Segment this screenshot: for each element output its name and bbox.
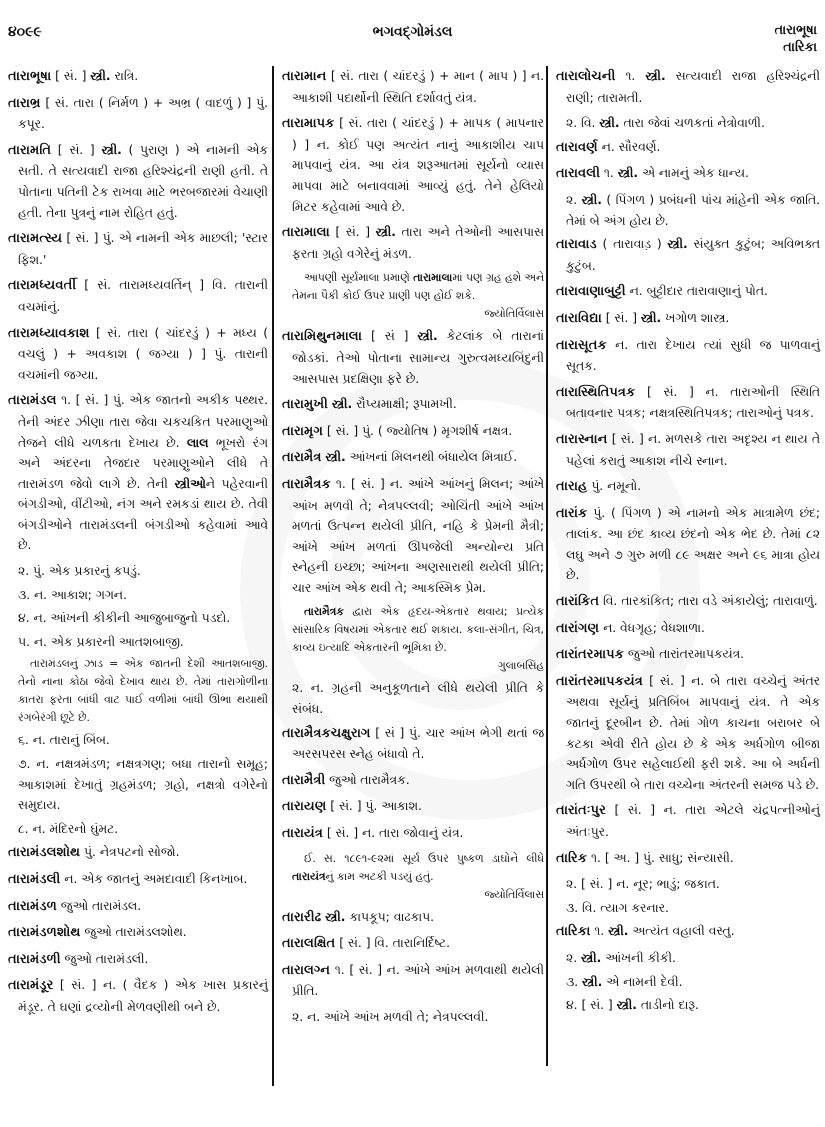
definition-text: ન. તારા દેખાય ત્યાં સુધી જ પાળવાનું સૂતક.: [566, 337, 820, 374]
definition-text: જુઓ તારામૈત્રક.: [325, 772, 410, 787]
entry-sense: [556, 972, 820, 993]
dictionary-entry: [282, 222, 544, 264]
definition-text: જુઓ તારામંડલ.: [56, 898, 142, 913]
definition-text: આંખનાં મિલનથી બંધાયેલ મિત્રાઈ.: [345, 450, 518, 465]
headword: તારામંડૂર: [8, 978, 54, 994]
dictionary-entry: [556, 644, 820, 666]
bold-text: સ્ત્રી.: [417, 329, 438, 344]
dictionary-entry: [282, 796, 544, 818]
entry-sense: [8, 585, 268, 606]
entry-sense: [8, 561, 268, 582]
bold-text: સ્ત્રી.: [375, 225, 396, 240]
bold-text: સ્ત્રી.: [608, 924, 629, 939]
definition-text: [ સં. તારામધ્યવર્તિન્ ] વિ. તારાની વચમાંનું.: [18, 278, 268, 314]
dictionary-entry: [282, 447, 544, 469]
definition-text: ( તારાવાડ઼ ): [596, 237, 668, 252]
definition-text: રૌપ્યમાક્ષી; રૂપામખી.: [352, 397, 457, 412]
dictionary-entry: [282, 326, 544, 389]
headword: તારામાલા: [282, 225, 330, 241]
definition-text: આપણી સૂર્યમાલા પ્રમાણે: [304, 271, 414, 285]
headword: તારામૈત્રક: [282, 476, 331, 492]
definition-text: અત્યંત વહાલી વસ્તુ.: [628, 924, 735, 939]
dictionary-entry: [8, 896, 268, 918]
definition-text: ૩. વિ. ત્યાગ કરનાર.: [566, 900, 669, 915]
bold-text: તારામૈત્રક: [304, 605, 344, 619]
definition-text: રાત્રિ.: [110, 69, 139, 83]
entry-sense: [8, 730, 268, 751]
dictionary-entry: [556, 429, 820, 471]
definition-text: જુઓ તારામંડલી.: [60, 951, 149, 966]
headword: તારાવર્ણ: [556, 139, 598, 155]
dictionary-entry: [282, 933, 544, 955]
headword: તારાસ્થિતિપત્રક: [556, 384, 636, 400]
definition-text: [ સં ] પું. ચાર આંખ ભેગી થતાં જ અરસપરસ સ્નેહ બંધાવો તે.: [292, 725, 544, 762]
headword: તારાસ્નાન: [556, 431, 608, 447]
guide-words: [774, 22, 817, 56]
dictionary-entry: [8, 275, 268, 317]
dictionary-entry: [282, 723, 544, 765]
definition-text: [ સં. ] ન. બે તારા વચ્ચેનું અંતર અથવા સૂર્યનું પ્રતિબિંબ માપવાનું યંત્ર. તે એક જાતનું દૂરબીન છે. તેમાં ગોળ કાચના બરાબર બે કટકા એવી રીતે હોય છે કે એક અર્ધગોળ બીજા અર્ધગોળ ઉપર સહેલાઈથી ફરી શકે. આ બે અર્ધની ગતિ ઉપરથી બે તારા વચ્ચેના અંતરની સમજ પડે છે.: [566, 673, 820, 792]
dictionary-entry: [8, 66, 268, 88]
definition-text: ઈ. સ. ૧૮૯૧-૯૨માં સૂર્ય ઉપર પુષ્કળ ડાઘોને લીધે: [304, 851, 544, 865]
bold-text: તારાયંત્ર: [292, 869, 326, 883]
headword: તારામધ્યવર્તી: [8, 278, 77, 294]
definition-text: [ સં. ] વિ. તારાનિર્દિષ્ટ.: [335, 936, 451, 951]
headword: તારાલગ્ન: [282, 962, 331, 978]
entry-sense: [556, 190, 820, 231]
definition-text: [ સં. ]: [329, 225, 376, 240]
headword: તારાયંત્ર: [282, 826, 323, 842]
definition-text: કાપકૂપ; વાઢકાપ.: [345, 909, 435, 924]
headword: તારાંતરમાપકયંત્ર: [556, 673, 643, 689]
definition-text: પું. ( પિંગળ ) એ નામનો એક માત્રામેળ છંદ; તાલાંક. આ છંદ કાવ્ય છંદનો એક ભેદ છે. તેમાં ૮૨ લઘુ અને ૭ ગુરુ મળી ૮૯ અક્ષર અને ૯૬ માત્રા હોય છે.: [566, 505, 820, 583]
dictionary-entry: [8, 93, 268, 135]
definition-text: [ સં. ] પું. ( જ્યોતિષ ) મૃગશીર્ષ નક્ષત્ર.: [322, 423, 513, 438]
citation-source: ગુલાબસિંહ: [497, 659, 544, 673]
bold-text: સ્ત્રી.: [90, 69, 111, 83]
dictionary-entry: [8, 390, 268, 556]
headword: તારાંતરમાપક: [556, 647, 624, 663]
dictionary-columns: [0, 66, 825, 1116]
headword: તારામંડળશોથ: [8, 925, 81, 941]
definition-text: ૭. ન. નક્ષત્રમંડળ; નક્ષત્રગણ; બધા તારાનો સમૂહ; આકાશમાં દેખાતું ગ્રહમંડળ; ગ્રહો, નક્ષત્રો વગેરેનો સમુદાય.: [18, 757, 268, 813]
definition-text: જુઓ તારામંડલશોથ.: [80, 925, 187, 940]
definition-text: ખગોળ શાસ્ત્ર.: [661, 310, 730, 325]
definition-text: ન. એક જાતનું અમદાવાદી કિનખાબ.: [60, 872, 248, 886]
definition-text: ૩.: [566, 974, 583, 989]
definition-text: [ સં. ] ન. મળસકે તારા અદૃશ્ય ન થાય તે પહેલાં કરાતું આકાશ નીચે સ્નાન.: [566, 431, 820, 468]
entry-citation: [282, 850, 544, 904]
definition-text: ૨. વિ.: [566, 116, 600, 131]
dictionary-entry: [556, 671, 820, 796]
dictionary-entry: [556, 335, 820, 377]
headword: તારિકા: [556, 924, 591, 940]
dictionary-entry: [282, 394, 544, 416]
headword: તારામધ્યાવકાશ: [8, 325, 90, 341]
definition-text: ૨. ન. ગ્રહની અનુકૂળતાને લીધે થયેલી પ્રીતિ કે સંબંધ.: [292, 681, 544, 717]
headword: તારામૈત્રકચક્ષુરાગ: [282, 725, 371, 741]
dictionary-entry: [8, 922, 268, 944]
definition-text: ૩. ન. આકાશ; ગગન.: [18, 587, 127, 602]
dictionary-entry: [8, 323, 268, 386]
bold-text: સ્ત્રી.: [617, 166, 639, 181]
dictionary-entry: [282, 66, 544, 108]
definition-text: ૨. ન. આંખે આંખ મળવી તે; નેત્રપલ્લવી.: [292, 1010, 489, 1024]
headword: તારાભ્ર: [8, 95, 41, 111]
definition-text: [ સં. ] ન. તારાઓની સ્થિતિ બતાવનાર પત્રક; નક્ષત્રસ્થિતિપત્રક; તારાઓનું પત્રક.: [566, 384, 820, 421]
definition-text: [ સં ]: [362, 329, 418, 344]
dictionary-entry: [556, 137, 820, 159]
entry-sense: [282, 1007, 544, 1028]
definition-text: [ સં. તારા ( ચાંદરડું ) + માપક ( માપનાર ) ] ન. કોઈ પણ અત્યંત નાનું આકાશીય ચાપ માપવાનું યંત્ર. આ યંત્ર શરૂઆતમાં સૂર્યનો વ્યાસ માપવા માટે બનાવવામાં આવ્યું હતું. તેને હેલિયો મિટર કહેવામાં આવે છે.: [292, 116, 544, 214]
definition-text: [ સં. ]: [601, 310, 641, 325]
definition-text: એ નામનું એક ધાન્ય.: [638, 166, 749, 181]
dictionary-entry: [556, 382, 820, 424]
definition-text: નું કામ અટકી પડયું હતું.: [325, 869, 434, 883]
definition-text: ન. સૌરવર્ણ.: [597, 139, 661, 154]
definition-text: વિ. તારકાંકિત; તારા વડે અંકાયેલું; તારાવાળું.: [599, 594, 818, 609]
definition-text: ૧.: [599, 166, 618, 181]
bold-text: સ્ત્રી.: [582, 974, 603, 989]
definition-text: ૧. [ સં. ] ન. આંખે આંખ મળવાથી થયેલી પ્રીતિ.: [292, 962, 544, 999]
dictionary-entry: [556, 476, 820, 498]
dictionary-entry: [282, 770, 544, 792]
headword: તારામૃગ: [282, 423, 323, 439]
definition-text: ( પુરાણ ) એ નામની એક સતી. તે સત્યવાદી રાજા હરિશ્ચંદ્રની રાણી હતી. તે પોતાના પતિની ટેક રાખવા માટે ભરબજારમાં વેચાણી હતી. તેના પુત્રનું નામ રોહિત હતું.: [18, 142, 268, 220]
bold-text: સ્ત્રી.: [331, 397, 353, 412]
entry-sense: [556, 995, 820, 1016]
dictionary-entry: [8, 949, 268, 971]
dictionary-entry: [282, 960, 544, 1002]
definition-text: સત્યવાદી રાજા હરિશ્ચંદ્રની રાણી; તારામતી.: [566, 69, 820, 105]
headword: તારાહ: [556, 479, 588, 495]
definition-text: [ સં. ] પું. એ નામની એક માછલી; 'સ્ટાર ફિશ.': [18, 231, 268, 267]
headword: તારાસૂતક: [556, 337, 607, 353]
headword: તારિક: [556, 850, 588, 866]
definition-text: [ સં. ] ન. તારા જોવાનું યંત્ર.: [322, 826, 464, 841]
dictionary-entry: [282, 823, 544, 845]
definition-text: [ સં. ]: [51, 69, 91, 83]
headword: તારાવિદ્યા: [556, 310, 602, 326]
definition-text: [ સં. ]: [51, 142, 102, 157]
definition-text: ૪. ન. આંખની કીકીની આજુબાજુનો પડદો.: [18, 611, 231, 626]
headword: તારાભૂષા: [8, 69, 52, 84]
bold-text: સ્ત્રી.: [325, 909, 346, 924]
guide-word-last: તારિકા: [783, 40, 817, 55]
bold-text: સ્ત્રી.: [616, 998, 637, 1013]
definition-text: ૨.: [566, 192, 582, 207]
dictionary-entry: [556, 234, 820, 276]
headword: તારામાપક: [282, 116, 335, 132]
dictionary-entry: [556, 591, 820, 613]
headword: તારામંડળી: [8, 951, 61, 967]
definition-text: સંયુક્ત કુટુંબ; અવિભક્ત કુટુંબ.: [566, 237, 820, 273]
entry-sense: [556, 874, 820, 895]
headword: તારામૈત્ર: [282, 450, 322, 466]
definition-text: દ્વારા એક હૃદય-એકતાર થવાય; પ્રત્યેક સાંસારિક વિષયમાં એકતાર થઈ શકાય. કલા-સંગીત, ચિત્ર, કાવ્ય ઇત્યાદિ એકતારની ભૂમિકા છે.: [292, 605, 544, 655]
definition-text: ન. બુટ્ટીદાર તારાવાણાનું પોત.: [625, 284, 768, 299]
definition-text: તારા અને તેઓની આસપાસ ફરતા ગ્રહો વગેરેનું મંડળ.: [292, 225, 544, 261]
headword: તારાલક્ષિત: [282, 936, 336, 952]
definition-text: ૨.: [566, 950, 582, 965]
headword: તારાંતઃપુર: [556, 803, 606, 819]
guide-word-first: તારાભૂષા: [774, 23, 817, 38]
citation-source: જ્યોતિર્વિલાસ: [484, 887, 544, 901]
dictionary-entry: [8, 975, 268, 1017]
definition-text: [ સં. તારા ( ચાંદરડું ) + મધ્ય ( વચલું ) + અવકાશ ( જગ્યા ) ] પું. તારાની વચમાંની જગ્યા.: [18, 325, 268, 382]
entry-sense: [556, 948, 820, 969]
headword: તારામાન: [282, 69, 327, 84]
dictionary-entry: [8, 140, 268, 223]
citation-source: જ્યોતિર્વિલાસ: [484, 307, 544, 321]
headword: તારારીઢ: [282, 909, 322, 925]
headword: તારાવાણાબુટ્ટી: [556, 284, 626, 300]
definition-text: તારામંડલનું ઝાડ = એક જાતની દેશી આતશબાજી. તેનો નાના કોઠા જેવો દેખાવ થાય છે. તેમાં તારાગોળીના કાતરા ફરતા બાંધી વાટ પાઈ વળીમાં બાંધી ઊભા થયાથી રંગબેરંગી છૂટે છે.: [18, 657, 268, 725]
definition-text: તાડીનો દારૂ.: [636, 998, 699, 1013]
bold-text: તારામાલા: [413, 271, 453, 285]
page-number: ૪૦૯૯: [8, 24, 42, 40]
bold-text: સ્ત્રીઓ: [174, 476, 206, 491]
headword: તારાંકિત: [556, 594, 600, 610]
bold-text: સ્ત્રી.: [581, 950, 602, 965]
definition-text: ન. વેધગૃહ; વેધશાળા.: [599, 620, 705, 635]
headword: તારામુખી: [282, 397, 328, 413]
dictionary-entry: [282, 474, 544, 599]
definition-text: [ સં. તારા ( નિર્મળ ) + અભ્ર ( વાદળું ) ] પું. કપૂર.: [18, 95, 268, 132]
dictionary-entry: [282, 421, 544, 443]
entry-citation: [8, 655, 268, 727]
entry-sense: [556, 898, 820, 919]
definition-text: કેટલાંક બે તારાનાં જોડકાં. તેઓ પોતાના સામાન્ય ગુરુત્વમધ્યબિંદુની આસપાસ પ્રદક્ષિણા ફરે છે.: [292, 329, 544, 386]
definition-text: ૧.: [590, 924, 609, 939]
headword: તારાંગણ: [556, 620, 600, 636]
entry-sense: [282, 678, 544, 719]
entry-sense: [8, 632, 268, 653]
entry-sense: [8, 608, 268, 629]
definition-text: ૧. [ સં. ] પું. એક જાતનો અકીક પથ્થર. તેની અંદર ઝીણા તારા જેવા ચકચકિત પરમાણુઓ તેજને લીધે ચળકતા દેખાય છે.: [18, 393, 268, 450]
column-left: [8, 66, 268, 1116]
bold-text: સ્ત્રી.: [101, 142, 122, 157]
bold-text: સ્ત્રી.: [581, 192, 602, 207]
dictionary-entry: [556, 281, 820, 303]
headword: તારાવલી: [556, 166, 600, 182]
definition-text: ૬. ન. તારાનું બિંબ.: [18, 733, 110, 748]
dictionary-entry: [556, 921, 820, 943]
bold-text: સ્ત્રી.: [667, 237, 688, 252]
bold-text: સ્ત્રી.: [645, 69, 666, 83]
definition-text: ૧. [ અ. ] પું. સાધુ; સંન્યાસી.: [587, 850, 734, 865]
dictionary-entry: [8, 228, 268, 270]
bold-text: સ્ત્રી.: [325, 450, 346, 465]
entry-sense: [8, 819, 268, 840]
dictionary-entry: [556, 66, 820, 108]
definition-text: ૫. ન. એક પ્રકારની આતશબાજી.: [18, 634, 184, 649]
headword: તારાવાડ: [556, 237, 597, 253]
definition-text: ૧.: [615, 69, 646, 83]
definition-text: [ સં. તારા ( ચાંદરડું ) + માન ( માપ ) ] ન. આકાશી પદાર્થોની સ્થિતિ દર્શાવતું યંત્ર.: [292, 69, 544, 105]
book-title: ભગવદ્ગોમંડલ: [372, 24, 453, 40]
definition-text: ૨. પું. એક પ્રકારનું કપડું.: [18, 564, 141, 579]
definition-text: [ સં. ] ન. તારા એટલે ચંદ્રપત્નીઓનું અંતઃપુર.: [566, 803, 820, 839]
headword: તારાંક: [556, 505, 588, 521]
entry-citation: [282, 603, 544, 675]
definition-text: [ સં. ] પું. આકાશ.: [326, 799, 422, 814]
bold-text: સ્ત્રી.: [640, 310, 662, 325]
dictionary-entry: [556, 618, 820, 640]
definition-text: ભૂખરો રંગ અને અંદરના તેજદાર પરમાણુઓને લીધે તે તારામંડળ જેવો લાગે છે. તેની: [18, 435, 268, 491]
definition-text: ૨. [ સં. ] ન. નૂર; ભાડું; જકાત.: [566, 877, 720, 892]
entry-sense: [8, 754, 268, 816]
definition-text: આંખની કીકી.: [601, 950, 676, 965]
dictionary-entry: [556, 848, 820, 870]
definition-text: ૮. ન. મંદિરનો ઘુંમટ.: [18, 821, 119, 836]
definition-text: પું. નેત્રપટનો સોજો.: [80, 845, 180, 860]
definition-text: પું. નમૂનો.: [587, 479, 642, 494]
definition-text: માં પણ ગ્રહ હશે અને તેમના પૈકી કોઈ ઉપર પ્રાણી પણ હોઈ શકે.: [292, 271, 544, 303]
bold-text: સ્ત્રી.: [599, 116, 620, 131]
dictionary-entry: [556, 503, 820, 586]
headword: તારામૈત્રી: [282, 772, 326, 788]
headword: તારામંડળ: [8, 898, 57, 914]
dictionary-entry: [556, 163, 820, 185]
definition-text: એ નામની દેવી.: [602, 974, 683, 989]
entry-sense: [556, 113, 820, 134]
column-middle: [282, 66, 544, 1116]
headword: તારામંડલશોથ: [8, 845, 81, 861]
headword: તારામતિ: [8, 142, 52, 158]
headword: તારાયણ: [282, 799, 327, 815]
definition-text: ( પિંગળ ) પ્રબંધની પાંચ માંહેની એક જાતિ. તેમાં બે અંગ હોય છે.: [566, 192, 820, 228]
dictionary-entry: [556, 800, 820, 842]
dictionary-entry: [8, 842, 268, 864]
headword: તારામત્સ્ય: [8, 231, 63, 247]
column-right: [556, 66, 820, 1116]
bold-text: લાલ: [186, 435, 209, 450]
dictionary-entry: [282, 113, 544, 217]
definition-text: ૧. [ સં. ] ન. આંખે આંખનું મિલન; આંખે આંખ મળવી તે; નેત્રપલ્લવી; ઓચિંતી આંખે આંખ મળતાં ઉત્પન્ન થયેલી પ્રીતિ, નહિ કે પ્રેમની મૈત્રી; આંખે આંખ મળતાં ઊપજેલી અન્યોન્ય પ્રતિ સ્નેહની ઇચ્છા; આંખના અણસારાથી થયેલી પ્રીતિ; ચાર આંખ એક થવી તે; આકસ્મિક પ્રેમ.: [292, 476, 544, 595]
entry-citation: [282, 269, 544, 323]
dictionary-entry: [8, 869, 268, 891]
headword: તારાલોચની: [556, 69, 616, 84]
page-header: [0, 0, 825, 55]
headword: તારામંડલી: [8, 872, 61, 887]
headword: તારામંડલ: [8, 393, 57, 409]
definition-text: જુઓ તારાંતરમાપકયંત્ર.: [624, 647, 745, 662]
definition-text: ને પહેરવાની બંગડીઓ, વીંટીઓ, નંગ અને રમકડાં થાય છે. તેવી બંગડીઓને તારામંડલની બંગડીઓ કહેવામાં આવે છે.: [18, 476, 268, 553]
headword: તારામિથુનમાલા: [282, 329, 362, 345]
dictionary-entry: [282, 907, 544, 929]
definition-text: [ સં. ] ન. ( વૈદક ) એક ખાસ પ્રકારનું મંડૂર. તે ઘણાં દ્રવ્યોની મેળવણીથી બને છે.: [18, 978, 268, 1014]
dictionary-entry: [556, 308, 820, 330]
definition-text: તારા જેવાં ચળકતાં નેત્રોવાળી.: [619, 116, 765, 131]
definition-text: ૪. [ સં. ]: [566, 998, 617, 1013]
